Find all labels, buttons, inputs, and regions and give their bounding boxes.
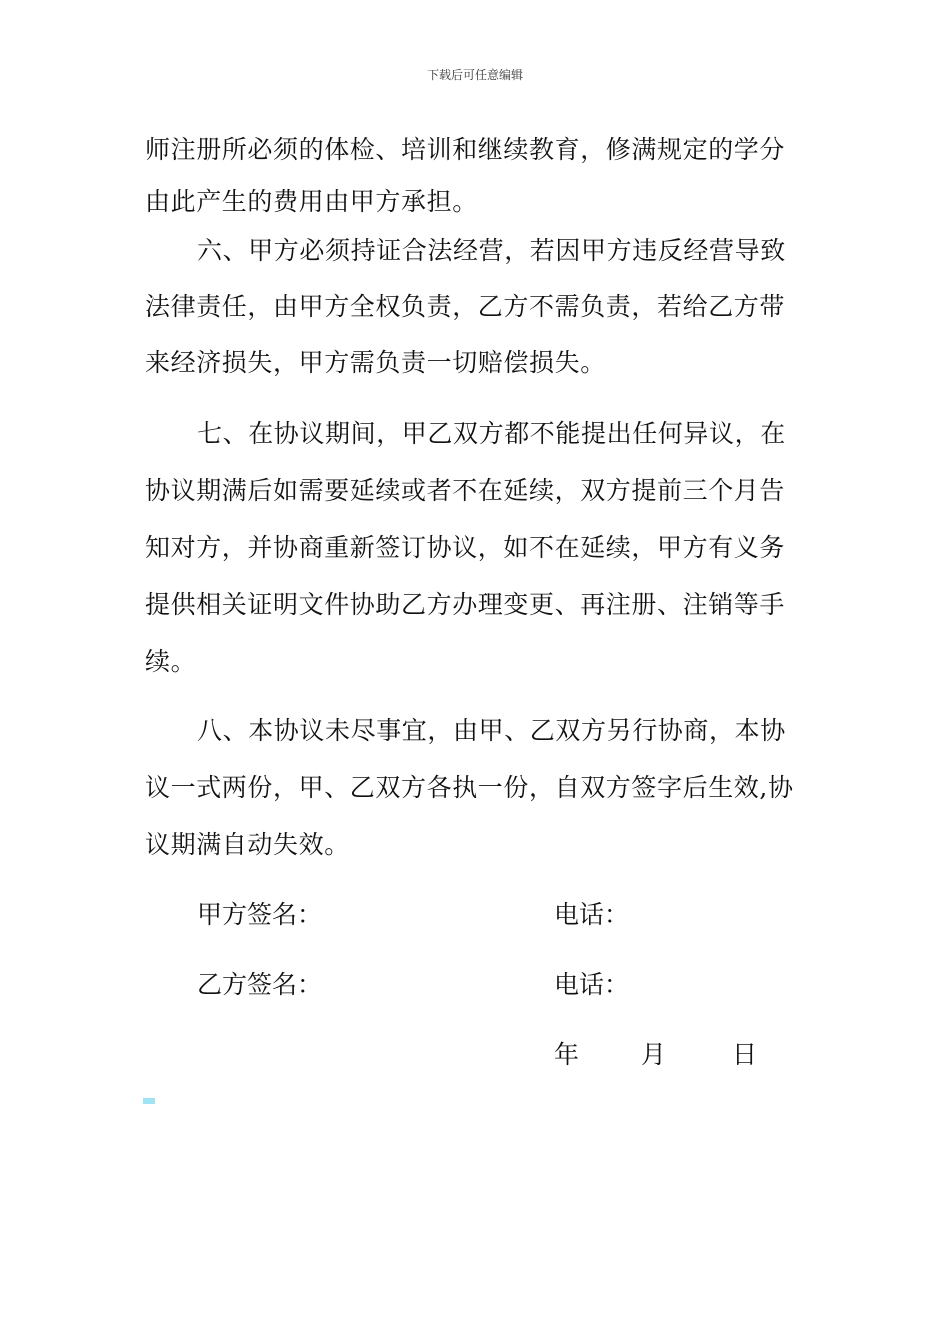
date-day-label: 日 xyxy=(732,1040,758,1069)
date-year-label: 年 xyxy=(554,1040,580,1069)
text-line: 由此产生的费用由甲方承担。 xyxy=(145,187,478,216)
text-line: 知对方，并协商重新签订协议，如不在延续，甲方有义务 xyxy=(145,533,786,562)
text-line: 议一式两份，甲、乙双方各执一份，自双方签字后生效,协 xyxy=(145,773,794,802)
text-line: 来经济损失，甲方需负责一切赔偿损失。 xyxy=(145,348,606,377)
text-line: 法律责任，由甲方全权负责，乙方不需负责，若给乙方带 xyxy=(145,292,786,321)
party-a-signature-label: 甲方签名： xyxy=(197,900,323,929)
text-line: 八、本协议未尽事宜，由甲、乙双方另行协商，本协 xyxy=(197,716,786,745)
party-b-signature-label: 乙方签名： xyxy=(197,970,323,999)
text-line: 协议期满后如需要延续或者不在延续，双方提前三个月告 xyxy=(145,476,786,505)
page-header: 下载后可任意编辑 xyxy=(426,68,523,82)
text-line: 七、在协议期间，甲乙双方都不能提出任何异议，在 xyxy=(197,419,786,448)
party-a-phone-label: 电话： xyxy=(554,900,630,929)
text-line: 议期满自动失效。 xyxy=(145,830,350,859)
date-month-label: 月 xyxy=(641,1040,667,1069)
text-line: 师注册所必须的体检、培训和继续教育，修满规定的学分 xyxy=(145,135,786,164)
decorative-mark xyxy=(143,1098,155,1104)
text-line: 六、甲方必须持证合法经营，若因甲方违反经营导致 xyxy=(197,236,786,265)
text-line: 续。 xyxy=(145,647,197,676)
party-b-phone-label: 电话： xyxy=(554,970,630,999)
text-line: 提供相关证明文件协助乙方办理变更、再注册、注销等手 xyxy=(145,590,786,619)
